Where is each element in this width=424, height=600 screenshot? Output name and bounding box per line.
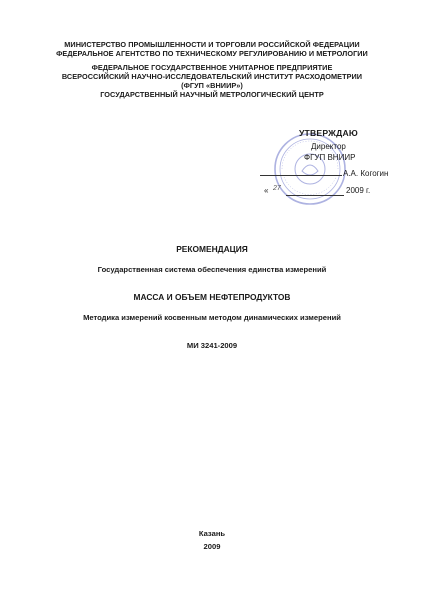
header-line-ministry: МИНИСТЕРСТВО ПРОМЫШЛЕННОСТИ И ТОРГОВЛИ РОССИЙСКОЙ ФЕДЕРАЦИИ xyxy=(64,40,360,49)
approval-position: Директор xyxy=(311,142,346,151)
approval-title: УТВЕРЖДАЮ xyxy=(299,128,358,138)
header-line-agency: ФЕДЕРАЛЬНОЕ АГЕНТСТВО ПО ТЕХНИЧЕСКОМУ РЕГУЛИРОВАНИЮ И МЕТРОЛОГИИ xyxy=(56,49,368,58)
header-line-center: ГОСУДАРСТВЕННЫЙ НАУЧНЫЙ МЕТРОЛОГИЧЕСКИЙ ЦЕНТР xyxy=(100,90,324,99)
document-code: МИ 3241-2009 xyxy=(186,341,238,350)
approval-date-year: 2009 г. xyxy=(346,186,371,195)
date-line xyxy=(286,195,344,196)
footer-year: 2009 xyxy=(203,542,221,551)
ministry-header xyxy=(0,40,424,99)
document-system: Государственная система обеспечения единства измерений xyxy=(97,265,327,274)
document-type: РЕКОМЕНДАЦИЯ xyxy=(176,244,248,254)
approval-date-quote: « xyxy=(264,186,269,195)
header-line-institute: ВСЕРОССИЙСКИЙ НАУЧНО-ИССЛЕДОВАТЕЛЬСКИЙ ИНСТИТУТ РАСХОДОМЕТРИИ xyxy=(61,72,363,81)
header-line-abbrev: (ФГУП «ВНИИР») xyxy=(181,81,243,90)
document-subtitle: Методика измерений косвенным методом динамических измерений xyxy=(83,313,341,322)
footer-city: Казань xyxy=(198,529,226,538)
header-line-enterprise: ФЕДЕРАЛЬНОЕ ГОСУДАРСТВЕННОЕ УНИТАРНОЕ ПРЕДПРИЯТИЕ xyxy=(91,63,333,72)
approval-signatory: А.А. Когогин xyxy=(343,169,389,178)
approval-organization: ФГУП ВНИИР xyxy=(304,153,356,162)
document-title: МАССА И ОБЪЕМ НЕФТЕПРОДУКТОВ xyxy=(133,292,291,302)
approval-date-day: 27 xyxy=(273,185,281,192)
signature-line xyxy=(260,175,342,176)
